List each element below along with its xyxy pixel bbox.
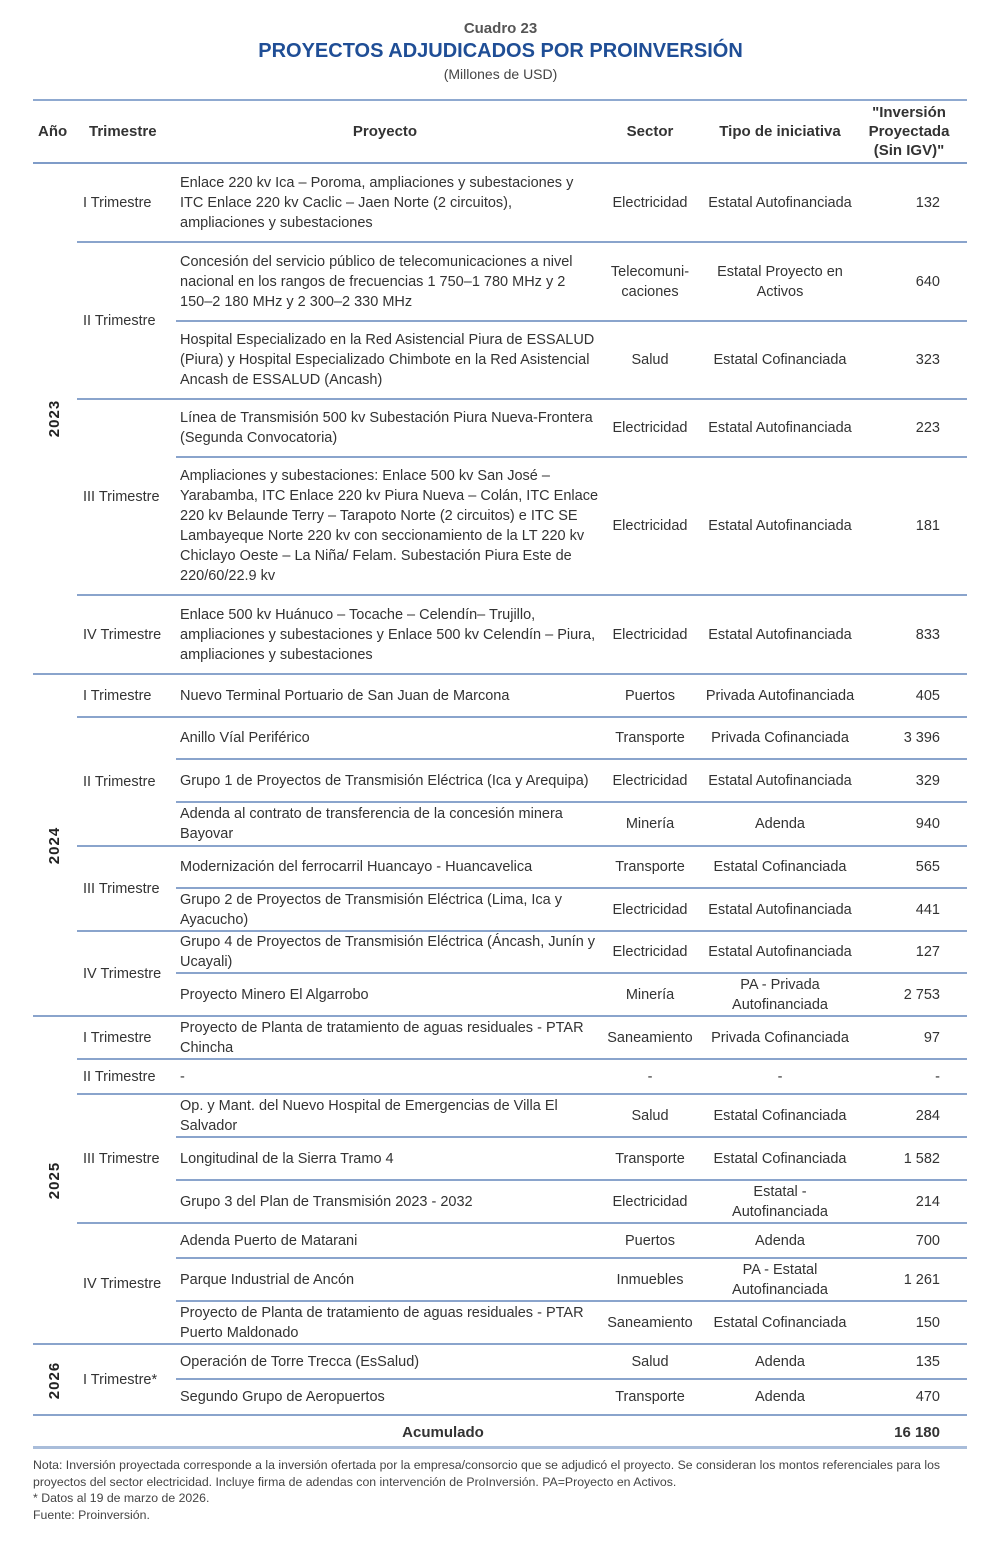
investment-cell: 1 261 — [903, 1271, 940, 1288]
quarter-label: IV Trimestre — [83, 1275, 162, 1292]
initiative-cell: Estatal Autofinanciada — [708, 626, 852, 643]
col-initiative: Tipo de iniciativa — [719, 123, 841, 140]
project-cell: Proyecto Minero El Algarrobo — [180, 986, 369, 1003]
investment-cell: 150 — [915, 1314, 940, 1331]
table-row — [33, 595, 967, 674]
note-asterisk: * Datos al 19 de marzo de 2026. — [33, 1491, 210, 1505]
investment-cell: 940 — [915, 816, 940, 832]
table-row — [33, 1223, 967, 1258]
initiative-cell: Estatal Autofinanciada — [708, 195, 852, 211]
initiative-cell: Estatal Autofinanciada — [708, 518, 852, 534]
quarter-label: III Trimestre — [83, 1150, 160, 1167]
project-cell: Modernización del ferrocarril Huancayo - Huancavelica — [180, 859, 533, 875]
sector-cell: Electricidad — [612, 518, 688, 534]
quarter-label: IV Trimestre — [83, 626, 162, 643]
table-row — [33, 973, 967, 1016]
col-sector: Sector — [626, 123, 674, 140]
initiative-cell: Estatal Cofinanciada — [713, 859, 847, 875]
table-row — [33, 1301, 967, 1344]
project-cell: Longitudinal de la Sierra Tramo 4 — [180, 1150, 394, 1167]
investment-cell: 405 — [915, 687, 940, 704]
note-text: Nota: Inversión proyectada corresponde a la inversión ofertada por la empresa/consorcio que se adjudicó el proyecto. Se consideran los montos referenciales para los proyectos del sector electricidad. Incluye firma de adendas con intervención de ProInversión. PA=Proyecto en Activos. — [33, 1458, 941, 1489]
col-investment-line2: Proyectada — [868, 123, 950, 140]
col-project: Proyecto — [352, 123, 418, 140]
initiative-cell: Estatal Proyecto en Activos — [717, 263, 843, 300]
investment-cell: 1 582 — [903, 1150, 940, 1167]
year-label-2023: 2023 — [46, 399, 64, 438]
table-row — [33, 1016, 967, 1059]
sector-cell: Electricidad — [612, 420, 688, 436]
project-cell: Concesión del servicio público de telecomunicaciones a nivel nacional en los rangos de frecuencias 1 750–1 780 MHz y 2 150–2 180 MHz y 2 300–2 330 MHz — [180, 253, 573, 310]
initiative-cell: Privada Autofinanciada — [705, 687, 855, 704]
table-row — [33, 242, 967, 321]
table-header — [33, 101, 967, 162]
quarter-label: IV Trimestre — [83, 965, 162, 982]
quarter-label: II Trimestre — [83, 312, 156, 329]
sector-cell: Transporte — [615, 730, 685, 746]
table-subtitle: (Millones de USD) — [443, 66, 558, 82]
project-cell: Grupo 3 del Plan de Transmisión 2023 - 2032 — [180, 1193, 473, 1210]
sector-cell: Electricidad — [612, 195, 688, 211]
sector-cell: Inmuebles — [616, 1271, 684, 1288]
table-row — [33, 888, 967, 931]
investment-cell: 3 396 — [903, 730, 940, 746]
sector-cell: Minería — [625, 816, 675, 832]
table-row — [33, 846, 967, 888]
initiative-cell: Estatal Cofinanciada — [713, 352, 847, 368]
sector-cell: Telecomuni-caciones — [610, 263, 690, 300]
project-cell: Adenda Puerto de Matarani — [180, 1232, 358, 1249]
investment-cell: 833 — [915, 626, 940, 643]
total-row — [33, 1416, 967, 1448]
table-row — [33, 802, 967, 846]
initiative-cell: Privada Cofinanciada — [711, 1029, 849, 1046]
investment-cell: 223 — [915, 420, 940, 436]
table-row — [33, 1137, 967, 1180]
project-cell: Op. y Mant. del Nuevo Hospital de Emergencias de Villa El Salvador — [180, 1097, 558, 1134]
table-row — [33, 674, 967, 717]
project-cell: - — [180, 1068, 185, 1085]
project-cell: Nuevo Terminal Portuario de San Juan de Marcona — [180, 687, 510, 704]
project-cell: Adenda al contrato de transferencia de la concesión minera Bayovar — [180, 806, 563, 842]
initiative-cell: Estatal Autofinanciada — [708, 772, 852, 789]
quarter-label: II Trimestre — [83, 1068, 156, 1085]
quarter-label: I Trimestre* — [83, 1372, 158, 1388]
table-row — [33, 717, 967, 759]
project-cell: Línea de Transmisión 500 kv Subestación Piura Nueva-Frontera (Segunda Convocatoria) — [180, 410, 593, 446]
sector-cell: Salud — [631, 1107, 669, 1124]
note-source: Fuente: Proinversión. — [33, 1507, 150, 1522]
investment-cell: - — [935, 1068, 940, 1085]
table-row — [33, 1344, 967, 1379]
table-row — [33, 759, 967, 802]
investment-cell: 470 — [915, 1389, 940, 1405]
investment-cell: 127 — [915, 944, 940, 960]
project-cell: Segundo Grupo de Aeropuertos — [180, 1389, 385, 1405]
table-row — [33, 931, 967, 973]
table-row — [33, 457, 967, 595]
project-cell: Proyecto de Planta de tratamiento de aguas residuales - PTAR Puerto Maldonado — [180, 1304, 584, 1341]
sector-cell: Electricidad — [612, 944, 688, 960]
project-cell: Operación de Torre Trecca (EsSalud) — [180, 1353, 420, 1370]
col-investment-line1: "Inversión — [872, 104, 946, 121]
table-notes — [33, 1457, 973, 1523]
investment-cell: 565 — [915, 859, 940, 875]
investment-cell: 132 — [915, 195, 940, 211]
sector-cell: Salud — [631, 352, 669, 368]
project-cell: Ampliaciones y subestaciones: Enlace 500 kv San José – Yarabamba, ITC Enlace 220 kv Piura Nueva – Colán, ITC Enlace 220 kv Belaunde Terry – Tarapoto Norte (2 circuitos) e ITC SE Lambayeque Norte 220 kv con seccionamiento de la LT 220 kv Chiclayo Oeste – La Niña/ Felam. Subestación Piura Este de 220/60/22.9 kv — [180, 468, 599, 584]
initiative-cell: Adenda — [755, 816, 805, 832]
sector-cell: Electricidad — [612, 901, 688, 918]
sector-cell: Minería — [625, 986, 675, 1003]
sector-cell: Saneamiento — [607, 1029, 693, 1046]
year-label-2025: 2025 — [46, 1161, 64, 1199]
sector-cell: Transporte — [615, 1389, 685, 1405]
col-quarter: Trimestre — [89, 123, 157, 140]
col-investment — [859, 101, 959, 162]
sector-cell: Puertos — [625, 687, 675, 704]
investment-cell: 700 — [915, 1232, 940, 1249]
project-cell: Grupo 4 de Proyectos de Transmisión Eléctrica (Áncash, Junín y Ucayali) — [180, 934, 596, 970]
sector-cell: Transporte — [615, 1150, 685, 1167]
initiative-cell: - — [777, 1068, 783, 1085]
table-row — [33, 164, 967, 242]
project-cell: Grupo 2 de Proyectos de Transmisión Eléctrica (Lima, Ica y Ayacucho) — [180, 891, 562, 928]
sector-cell: Salud — [631, 1353, 669, 1370]
sector-cell: Saneamiento — [607, 1314, 693, 1331]
sector-cell: - — [647, 1068, 653, 1085]
project-cell: Parque Industrial de Ancón — [180, 1271, 355, 1288]
initiative-cell: Estatal Autofinanciada — [708, 901, 852, 918]
table-caption: Cuadro 23 — [463, 20, 538, 37]
total-label: Acumulado — [402, 1423, 484, 1441]
table-bottom-rule — [33, 1446, 967, 1449]
table-row — [33, 1379, 967, 1415]
project-cell: Enlace 220 kv Ica – Poroma, ampliaciones y subestaciones y ITC Enlace 220 kv Caclic – Jaen Norte (2 circuitos), ampliaciones y subestaciones — [180, 175, 574, 231]
quarter-label: I Trimestre — [83, 1029, 152, 1046]
investment-cell: 181 — [915, 518, 940, 534]
year-label-2026: 2026 — [46, 1361, 64, 1399]
investment-cell: 284 — [915, 1107, 940, 1124]
initiative-cell: Privada Cofinanciada — [711, 730, 849, 746]
quarter-label: II Trimestre — [83, 773, 156, 790]
initiative-cell: PA - Estatal Autofinanciada — [732, 1261, 828, 1298]
quarter-label: I Trimestre — [83, 687, 152, 704]
project-cell: Hospital Especializado en la Red Asistencial Piura de ESSALUD (Piura) y Hospital Especializado Chimbote en la Red Asistencial Ancash de ESSALUD (Ancash) — [180, 332, 595, 388]
sector-cell: Puertos — [625, 1232, 675, 1249]
table-row — [33, 321, 967, 399]
project-cell: Grupo 1 de Proyectos de Transmisión Eléctrica (Ica y Arequipa) — [180, 772, 589, 789]
sector-cell: Transporte — [615, 859, 685, 875]
quarter-label: III Trimestre — [83, 489, 160, 505]
table-title: PROYECTOS ADJUDICADOS POR PROINVERSIÓN — [258, 40, 743, 62]
quarter-label: III Trimestre — [83, 880, 160, 897]
sector-cell: Electricidad — [612, 626, 688, 643]
initiative-cell: PA - Privada Autofinanciada — [732, 976, 828, 1013]
investment-cell: 2 753 — [903, 986, 940, 1003]
investment-cell: 640 — [915, 273, 940, 290]
quarter-label: I Trimestre — [83, 195, 152, 211]
initiative-cell: Estatal Autofinanciada — [708, 420, 852, 436]
total-value: 16 180 — [894, 1423, 940, 1441]
investment-cell: 323 — [915, 352, 940, 368]
initiative-cell: Estatal Autofinanciada — [708, 944, 852, 960]
table-row — [33, 1094, 967, 1137]
initiative-cell: Estatal Cofinanciada — [713, 1150, 847, 1167]
initiative-cell: Estatal Cofinanciada — [713, 1314, 847, 1331]
investment-cell: 214 — [915, 1193, 940, 1210]
initiative-cell: Estatal - Autofinanciada — [732, 1183, 828, 1220]
investment-cell: 135 — [915, 1353, 940, 1370]
initiative-cell: Estatal Cofinanciada — [713, 1107, 847, 1124]
project-cell: Proyecto de Planta de tratamiento de aguas residuales - PTAR Chincha — [180, 1019, 584, 1056]
investment-cell: 329 — [915, 772, 940, 789]
investment-cell: 441 — [915, 901, 940, 918]
sector-cell: Electricidad — [612, 772, 688, 789]
year-label-2024: 2024 — [46, 826, 64, 864]
table-row — [33, 1258, 967, 1301]
initiative-cell: Adenda — [755, 1353, 805, 1370]
investment-cell: 97 — [923, 1029, 940, 1046]
col-investment-line3: (Sin IGV)" — [873, 142, 945, 159]
col-year: Año — [38, 123, 68, 140]
table-row — [33, 1059, 967, 1094]
table-row — [33, 1180, 967, 1223]
project-cell: Anillo Víal Periférico — [180, 730, 310, 746]
sector-cell: Electricidad — [612, 1193, 688, 1210]
table-row — [33, 399, 967, 457]
project-cell: Enlace 500 kv Huánuco – Tocache – Celendín– Trujillo, ampliaciones y subestaciones y Enlace 500 kv Celendín – Piura, ampliaciones y subestaciones — [180, 606, 596, 663]
initiative-cell: Adenda — [755, 1232, 805, 1249]
initiative-cell: Adenda — [755, 1389, 805, 1405]
